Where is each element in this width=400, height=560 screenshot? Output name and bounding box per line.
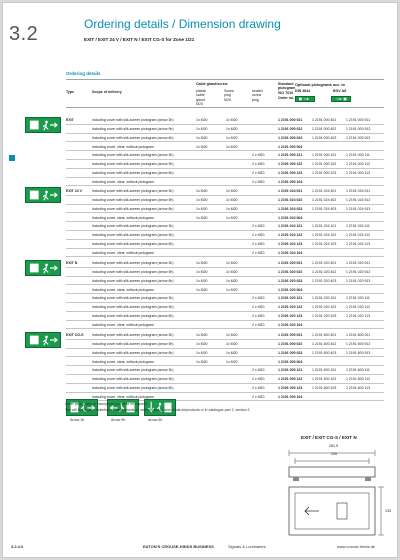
table-row: including cover with silk-screen pictogram (arrow 3h) 2 x M20 1 2191 024 121 1 2191 024 101 1 2191 024 111 xyxy=(66,222,384,231)
catalogue-page xyxy=(2,2,398,558)
table-row: including cover with silk-screen pictogram (arrow 6h) 1x M20 1x M20 1 2191 000 023 1 2191 000 403 1 2191 000 913 xyxy=(66,134,384,143)
exit-sign-icon xyxy=(25,260,61,276)
table-row: including cover with silk-screen pictogram (arrow 6h) 2 x M20 1 2191 000 123 1 2191 000 103 1 2191 000 113 xyxy=(66,169,384,178)
dimension-height: 133 xyxy=(385,509,391,513)
footer-page-number: 3.2.4.0 xyxy=(11,544,24,549)
table-row: including cover, clear, without pictogram 2 x M20 1 2191 000 104 xyxy=(66,393,384,402)
table-top-rule xyxy=(66,79,384,80)
dimension-overall: 281,5 xyxy=(329,444,338,448)
table-row: including cover, clear, without pictogram 2 x M20 1 2191 020 104 xyxy=(66,321,384,330)
header-order-no: Order no. xyxy=(278,96,295,100)
exit-sign-icon xyxy=(25,117,61,133)
exit-sign-icon xyxy=(25,332,61,348)
dimension-drawing xyxy=(275,443,387,547)
table-row: including cover with silk-screen pictogram (arrow 6h) 1x M20 1x M20 1 2191 000 023 1 2191 600 403 1 2191 600 913 xyxy=(66,349,384,358)
header-col-a: plastic cable gland M20 xyxy=(196,89,207,106)
header-col-b: Screw plug M20 xyxy=(224,89,234,102)
table-caption: Ordering details xyxy=(66,71,101,76)
table-row: including cover, clear, without pictogram 1x M20 1x M20 1 2191 020 004 xyxy=(66,285,384,294)
table-row: including cover with silk-screen pictogram (arrow 6h) 1x M20 1x M20 1 2191 020 023 1 2191 020 403 1 2191 020 913 xyxy=(66,277,384,286)
header-scope: Scope of delivery xyxy=(92,90,122,94)
table-row: including cover with silk-screen pictogram (arrow 9h) 2 x M20 1 2191 024 122 1 2191 024 102 1 2191 024 112 xyxy=(66,231,384,240)
header-type: Type xyxy=(66,90,75,94)
table-row: including cover with silk-screen pictogram (arrow 9h) 1x M20 1x M20 1 2191 000 022 1 2191 600 402 1 2191 600 912 xyxy=(66,340,384,349)
footer-category: Signals & Luminaires xyxy=(228,544,266,549)
table-row: including cover with silk-screen pictogram (arrow 3h) 2 x M20 1 2191 000 121 1 2191 000 101 1 2191 000 111 xyxy=(66,151,384,160)
table-row: EXIT including cover with silk-screen pictogram (arrow 3h) 1x M20 1x M20 1 2191 000 021 1 2191 000 401 1 2191 000 911 xyxy=(66,116,384,125)
table-row: including cover with silk-screen pictogram (arrow 6h) 2 x M20 1 2191 024 123 1 2191 024 103 1 2191 024 113 xyxy=(66,240,384,249)
table-row: including cover with silk-screen pictogram (arrow 6h) 2 x M20 1 2191 020 123 1 2191 020 103 1 2191 020 113 xyxy=(66,312,384,321)
table-row: including cover with silk-screen pictogram (arrow 3h) 2 x M20 1 2191 020 121 1 2191 020 101 1 2191 020 111 xyxy=(66,294,384,303)
pictogram-label: Arrow 3h xyxy=(70,418,85,422)
page-subtitle: EXIT / EXIT 24 V / EXIT N / EXIT CG-S for Zone 1/21 xyxy=(84,37,195,42)
footer-url: www.crouse-hinds.de xyxy=(337,544,376,549)
table-row: including cover, clear, without pictogram 2 x M20 1 2191 024 104 xyxy=(66,249,384,258)
table-row: EXIT N including cover with silk-screen pictogram (arrow 3h) 1x M20 1x M20 1 2191 020 021 1 2191 020 401 1 2191 020 911 xyxy=(66,259,384,268)
header-din: DIN 4844 xyxy=(295,89,311,93)
table-row: including cover with silk-screen pictogram (arrow 9h) 1x M20 1x M20 1 2191 020 022 1 2191 020 402 1 2191 020 912 xyxy=(66,268,384,277)
header-cable-entries: Cable gland/screw xyxy=(196,82,228,86)
table-row: including cover with silk-screen pictogram (arrow 9h) 1x M20 1x M20 1 2191 000 022 1 2191 000 402 1 2191 000 912 xyxy=(66,125,384,134)
table-row: including cover with silk-screen pictogram (arrow 9h) 1x M20 1x M20 1 2191 024 022 1 2191 024 402 1 2191 024 912 xyxy=(66,196,384,205)
pictogram-label: Arrow 9h xyxy=(111,418,126,422)
pictogram-label: Arrow 6h xyxy=(148,418,163,422)
note-cable-glands: You will find a large selection of cable glands at: www.cooper-crouse-hinds.de/products or in catalogue part 2, section 3 xyxy=(65,408,250,412)
table-row: including cover with silk-screen pictogram (arrow 9h) 2 x M20 1 2191 000 122 1 2191 600 102 1 2191 600 112 xyxy=(66,375,384,384)
header-bgv: BGV A8 xyxy=(333,89,347,93)
section-number: 3.2 xyxy=(9,23,39,45)
table-row: including cover, clear, without pictogram 1x M20 1x M20 1 2191 000 004 xyxy=(66,357,384,366)
page-title: Ordering details / Dimension drawing xyxy=(84,17,281,31)
exit-sign-icon xyxy=(331,96,351,102)
table-row: including cover with silk-screen pictogram (arrow 6h) 1x M20 1x M20 1 2191 024 023 1 2191 024 403 1 2191 024 913 xyxy=(66,205,384,214)
exit-sign-icon xyxy=(295,96,315,102)
note-other-pictograms: Other pictograms or inscriptions available on request xyxy=(65,402,147,406)
header-col-c: sealed screw plug xyxy=(252,89,263,102)
drawing-title: EXIT / EXIT CG-S / EXIT N xyxy=(301,435,357,440)
table-row: including cover with silk-screen pictogram (arrow 6h) 2 x M20 1 2191 000 123 1 2191 600 103 1 2191 600 113 xyxy=(66,384,384,393)
table-row: EXIT CG-S including cover with silk-screen pictogram (arrow 3h) 1x M20 1x M20 1 2191 000 021 1 2191 600 401 1 2191 600 911 xyxy=(66,331,384,340)
table-row: including cover, clear, without pictogram 2 x M20 1 2191 000 104 xyxy=(66,178,384,187)
table-row: including cover, clear, without pictogram 1x M20 1x M20 1 2191 024 004 xyxy=(66,213,384,222)
table-row: including cover with silk-screen pictogram (arrow 9h) 2 x M20 1 2191 020 122 1 2191 020 102 1 2191 020 112 xyxy=(66,303,384,312)
header-standard-pictogram: Standard pictogram ISO 7010 xyxy=(278,82,296,95)
dimension-inner: 259 xyxy=(331,452,337,456)
exit-sign-icon xyxy=(25,187,61,203)
table-row: EXIT 24 V including cover with silk-screen pictogram (arrow 3h) 1x M20 1x M20 1 2191 024 021 1 2191 024 401 1 2191 024 911 xyxy=(66,187,384,196)
table-row: including cover with silk-screen pictogram (arrow 9h) 2 x M20 1 2191 000 122 1 2191 000 102 1 2191 000 112 xyxy=(66,160,384,169)
header-optional-pictograms: Optional pictograms acc. to xyxy=(295,83,346,87)
footer-brand: EATON'S CROUSE-HINDS BUSINESS xyxy=(143,544,214,549)
table-row: including cover, clear, without pictogram 1x M20 1x M20 1 2191 000 004 xyxy=(66,142,384,151)
table-row: including cover with silk-screen pictogram (arrow 3h) 2 x M20 1 2191 000 121 1 2191 600 101 1 2191 600 111 xyxy=(66,366,384,375)
header-bottom-rule xyxy=(66,107,384,108)
section-tab-marker xyxy=(9,155,15,161)
